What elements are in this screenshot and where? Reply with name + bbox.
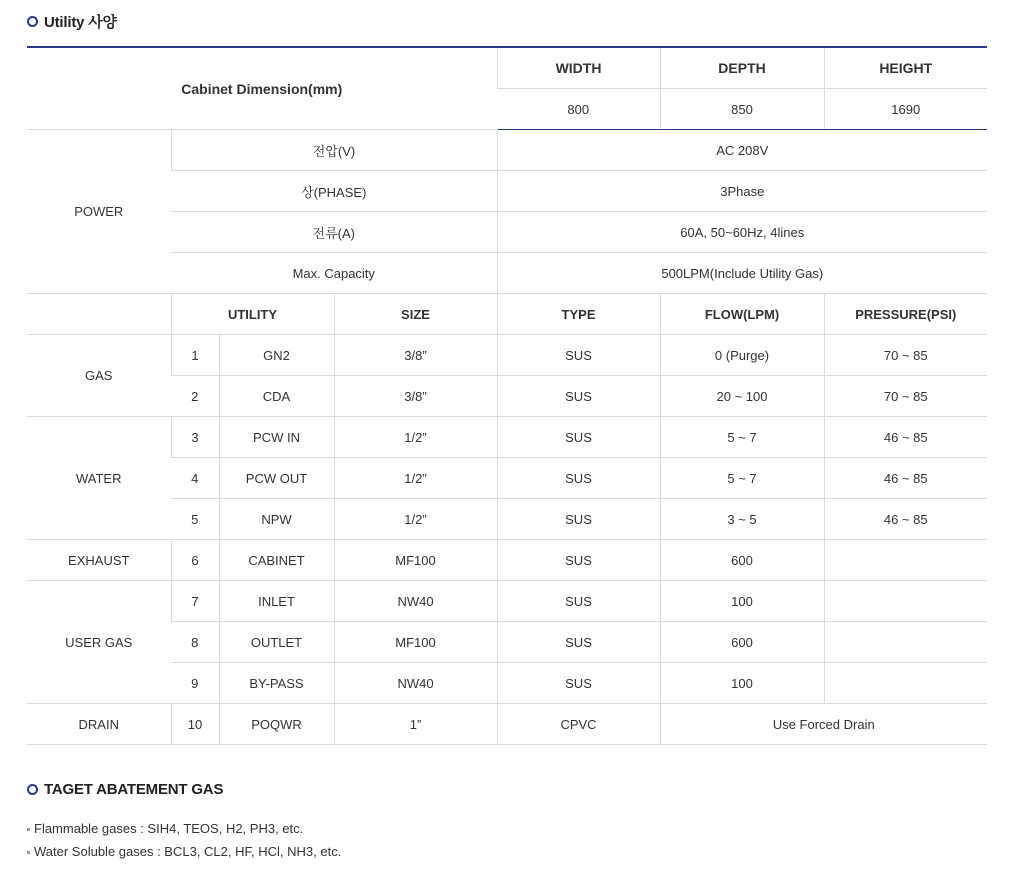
table-row: [27, 171, 987, 212]
list-item: [27, 817, 341, 840]
group-label: EXHAUST: [27, 540, 171, 581]
row-number: 6: [171, 540, 219, 581]
power-row-name: 상(PHASE): [171, 171, 497, 212]
type-value: CPVC: [497, 704, 660, 745]
pressure-value: 46 ~ 85: [824, 417, 987, 458]
power-row-name: Max. Capacity: [171, 253, 497, 294]
size-column-header: SIZE: [334, 294, 497, 335]
size-value: 1/2”: [334, 458, 497, 499]
section-title: Utility 사양: [44, 14, 117, 31]
list-item-text: Flammable gases : SIH4, TEOS, H2, PH3, etc.: [34, 821, 304, 836]
power-row-name: 전류(A): [171, 212, 497, 253]
row-number: 9: [171, 663, 219, 704]
pressure-value: 46 ~ 85: [824, 499, 987, 540]
table-row: [27, 376, 987, 417]
type-value: SUS: [497, 581, 660, 622]
table-row: [27, 417, 987, 458]
group-label: DRAIN: [27, 704, 171, 745]
section-heading-utility: [27, 11, 117, 32]
flow-value: 5 ~ 7: [660, 417, 824, 458]
list-item: [27, 840, 341, 863]
height-header: HEIGHT: [824, 47, 987, 89]
height-value: 1690: [824, 89, 987, 130]
dot-bullet-icon: [27, 828, 30, 831]
flow-value: 3 ~ 5: [660, 499, 824, 540]
utility-name: OUTLET: [219, 622, 334, 663]
size-value: 3/8”: [334, 335, 497, 376]
group-label: WATER: [27, 417, 171, 540]
cabinet-dimension-label: Cabinet Dimension(mm): [27, 47, 497, 130]
type-value: SUS: [497, 376, 660, 417]
flow-value: 600: [660, 540, 824, 581]
row-number: 10: [171, 704, 219, 745]
row-number: 7: [171, 581, 219, 622]
drain-flow-pressure-value: Use Forced Drain: [660, 704, 987, 745]
section-heading-abatement: [27, 781, 223, 798]
utility-name: PCW IN: [219, 417, 334, 458]
abatement-gas-list: [27, 817, 341, 863]
utility-name: CABINET: [219, 540, 334, 581]
empty-cell: [27, 294, 171, 335]
table-row: [27, 581, 987, 622]
power-row-value: 60A, 50~60Hz, 4lines: [497, 212, 987, 253]
table-row: [27, 335, 987, 376]
type-value: SUS: [497, 335, 660, 376]
size-value: MF100: [334, 540, 497, 581]
size-value: 1/2”: [334, 499, 497, 540]
type-value: SUS: [497, 499, 660, 540]
pressure-value: [824, 622, 987, 663]
group-label: GAS: [27, 335, 171, 417]
row-number: 4: [171, 458, 219, 499]
depth-header: DEPTH: [660, 47, 824, 89]
table-row: [27, 212, 987, 253]
type-value: SUS: [497, 417, 660, 458]
table-row: [27, 540, 987, 581]
row-number: 3: [171, 417, 219, 458]
circle-bullet-icon: [27, 16, 38, 27]
table-row: [27, 704, 987, 745]
table-row: [27, 458, 987, 499]
size-value: NW40: [334, 581, 497, 622]
table-row: [27, 663, 987, 704]
row-number: 1: [171, 335, 219, 376]
utility-name: PCW OUT: [219, 458, 334, 499]
power-row-value: AC 208V: [497, 130, 987, 171]
group-label: USER GAS: [27, 581, 171, 704]
size-value: 3/8”: [334, 376, 497, 417]
table-row: [27, 47, 987, 89]
circle-bullet-icon: [27, 784, 38, 795]
row-number: 5: [171, 499, 219, 540]
row-number: 2: [171, 376, 219, 417]
table-row: [27, 253, 987, 294]
power-label: POWER: [27, 130, 171, 294]
type-value: SUS: [497, 663, 660, 704]
power-row-value: 500LPM(Include Utility Gas): [497, 253, 987, 294]
type-value: SUS: [497, 622, 660, 663]
pressure-value: 70 ~ 85: [824, 376, 987, 417]
flow-value: 5 ~ 7: [660, 458, 824, 499]
power-row-name: 전압(V): [171, 130, 497, 171]
utility-name: NPW: [219, 499, 334, 540]
pressure-value: [824, 581, 987, 622]
pressure-value: [824, 540, 987, 581]
pressure-value: 46 ~ 85: [824, 458, 987, 499]
section-title: TAGET ABATEMENT GAS: [44, 781, 224, 798]
utility-header-row: [27, 294, 987, 335]
size-value: 1”: [334, 704, 497, 745]
flow-value: 0 (Purge): [660, 335, 824, 376]
utility-spec-table: [27, 46, 987, 745]
width-value: 800: [497, 89, 660, 130]
size-value: MF100: [334, 622, 497, 663]
flow-value: 100: [660, 663, 824, 704]
pressure-value: 70 ~ 85: [824, 335, 987, 376]
row-number: 8: [171, 622, 219, 663]
utility-name: GN2: [219, 335, 334, 376]
depth-value: 850: [660, 89, 824, 130]
flow-value: 100: [660, 581, 824, 622]
utility-column-header: UTILITY: [171, 294, 334, 335]
table-row: [27, 499, 987, 540]
flow-value: 20 ~ 100: [660, 376, 824, 417]
width-header: WIDTH: [497, 47, 660, 89]
table-row: [27, 130, 987, 171]
flow-value: 600: [660, 622, 824, 663]
size-value: NW40: [334, 663, 497, 704]
type-column-header: TYPE: [497, 294, 660, 335]
utility-name: INLET: [219, 581, 334, 622]
pressure-value: [824, 663, 987, 704]
table-row: [27, 622, 987, 663]
list-item-text: Water Soluble gases : BCL3, CL2, HF, HCl, NH3, etc.: [34, 844, 342, 859]
type-value: SUS: [497, 458, 660, 499]
flow-column-header: FLOW(LPM): [660, 294, 824, 335]
utility-name: CDA: [219, 376, 334, 417]
dot-bullet-icon: [27, 851, 30, 854]
utility-name: BY-PASS: [219, 663, 334, 704]
pressure-column-header: PRESSURE(PSI): [824, 294, 987, 335]
type-value: SUS: [497, 540, 660, 581]
size-value: 1/2”: [334, 417, 497, 458]
utility-name: POQWR: [219, 704, 334, 745]
power-row-value: 3Phase: [497, 171, 987, 212]
